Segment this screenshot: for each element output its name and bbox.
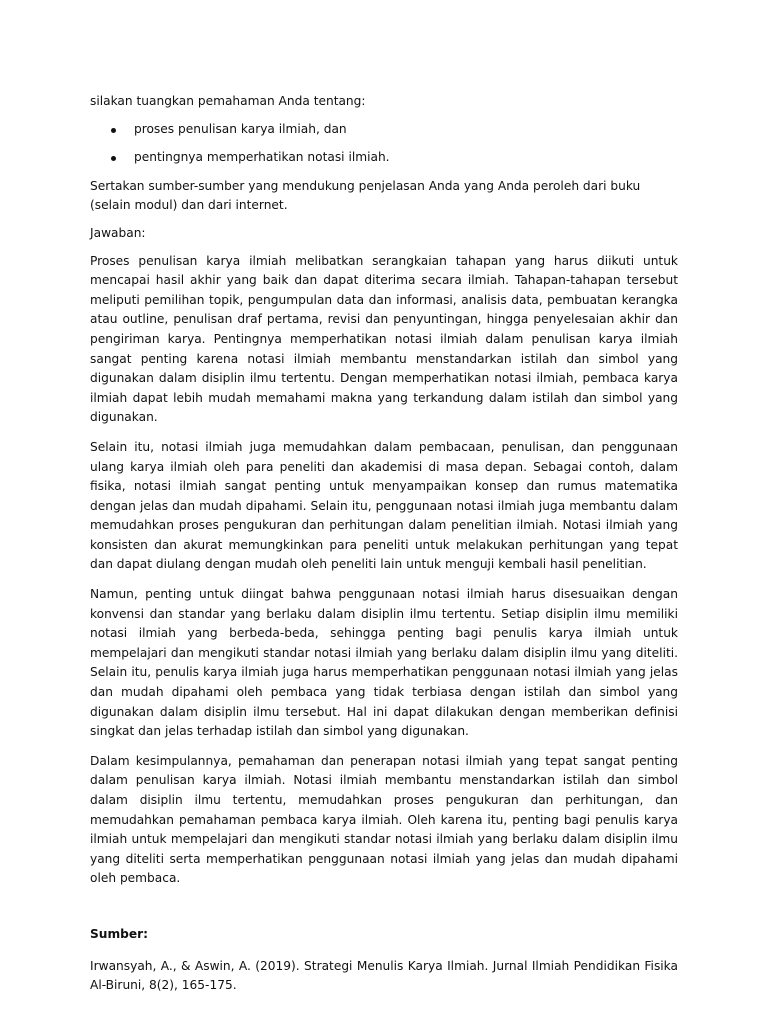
intro-text: silakan tuangkan pemahaman Anda tentang:	[90, 94, 366, 108]
topic-list	[90, 120, 678, 168]
topic-text: proses penulisan karya ilmiah, dan	[134, 121, 347, 136]
topic-text: pentingnya memperhatikan notasi ilmiah.	[134, 150, 390, 165]
reference-entry: Irwansyah, A., & Aswin, A. (2019). Strategi Menulis Karya Ilmiah. Jurnal Ilmiah Pendidikan Fisika Al-Biruni, 8(2), 165-175.	[90, 958, 678, 993]
answer-label: Jawaban:	[90, 225, 146, 240]
sources-heading: Sumber:	[90, 926, 149, 941]
answer-paragraph: Dalam kesimpulannya, pemahaman dan penerapan notasi ilmiah yang tepat sangat penting dalam penulisan karya ilmiah. Notasi ilmiah membantu menstandarkan istilah dan simbol dalam disiplin ilmu tertentu, memudahkan proses pengukuran dan perhitungan, dan memudahkan pemahaman pembaca karya ilmiah. Oleh karena itu, penting bagi penulis karya ilmiah untuk mempelajari dan mengikuti standar notasi ilmiah yang berlaku dalam disiplin ilmu yang diteliti serta memperhatikan penggunaan notasi ilmiah yang jelas dan mudah dipahami oleh pembaca.	[90, 753, 678, 886]
instruction-note: Sertakan sumber-sumber yang mendukung penjelasan Anda yang Anda peroleh dari buku (selain modul) dan dari internet.	[90, 178, 641, 213]
answer-paragraph: Proses penulisan karya ilmiah melibatkan serangkaian tahapan yang harus diikuti untuk mencapai hasil akhir yang baik dan dapat diterima secara ilmiah. Tahapan-tahapan tersebut meliputi pemilihan topik, pengumpulan data dan informasi, analisis data, pembuatan kerangka atau outline, penulisan draf pertama, revisi dan penyuntingan, hingga penyelesaian akhir dan pengiriman karya. Pentingnya memperhatikan notasi ilmiah dalam penulisan karya ilmiah sangat penting karena notasi ilmiah membantu menstandarkan istilah dan simbol yang digunakan dalam disiplin ilmu tertentu. Dengan memperhatikan notasi ilmiah, pembaca karya ilmiah dapat lebih mudah memahami makna yang terkandung dalam istilah dan simbol yang digunakan.	[90, 253, 678, 425]
answer-paragraph: Selain itu, notasi ilmiah juga memudahkan dalam pembacaan, penulisan, dan penggunaan ulang karya ilmiah oleh para peneliti dan akademisi di masa depan. Sebagai contoh, dalam fisika, notasi ilmiah sangat penting untuk menyampaikan konsep dan rumus matematika dengan jelas dan mudah dipahami. Selain itu, penggunaan notasi ilmiah juga membantu dalam memudahkan proses pengukuran dan perhitungan dalam penelitian ilmiah. Notasi ilmiah yang konsisten dan akurat memungkinkan para peneliti untuk melakukan perhitungan yang tepat dan dapat diulang dengan mudah oleh peneliti lain untuk menguji kembali hasil penelitian.	[90, 439, 678, 572]
document-page	[90, 92, 678, 996]
topic-list-item	[90, 148, 678, 168]
topic-list-item	[90, 120, 678, 140]
answer-paragraph: Namun, penting untuk diingat bahwa penggunaan notasi ilmiah harus disesuaikan dengan konvensi dan standar yang berlaku dalam disiplin ilmu tertentu. Setiap disiplin ilmu memiliki notasi ilmiah yang berbeda-beda, sehingga penting bagi penulis karya ilmiah untuk mempelajari dan mengikuti standar notasi ilmiah yang berlaku dalam disiplin ilmu yang diteliti. Selain itu, penulis karya ilmiah juga harus memperhatikan penggunaan notasi ilmiah yang jelas dan mudah dipahami oleh pembaca yang tidak terbiasa dengan istilah dan simbol yang digunakan dalam disiplin ilmu tersebut. Hal ini dapat dilakukan dengan memberikan definisi singkat dan jelas terhadap istilah dan simbol yang digunakan.	[90, 587, 678, 739]
bullet-icon	[111, 156, 116, 161]
bullet-icon	[111, 128, 116, 133]
